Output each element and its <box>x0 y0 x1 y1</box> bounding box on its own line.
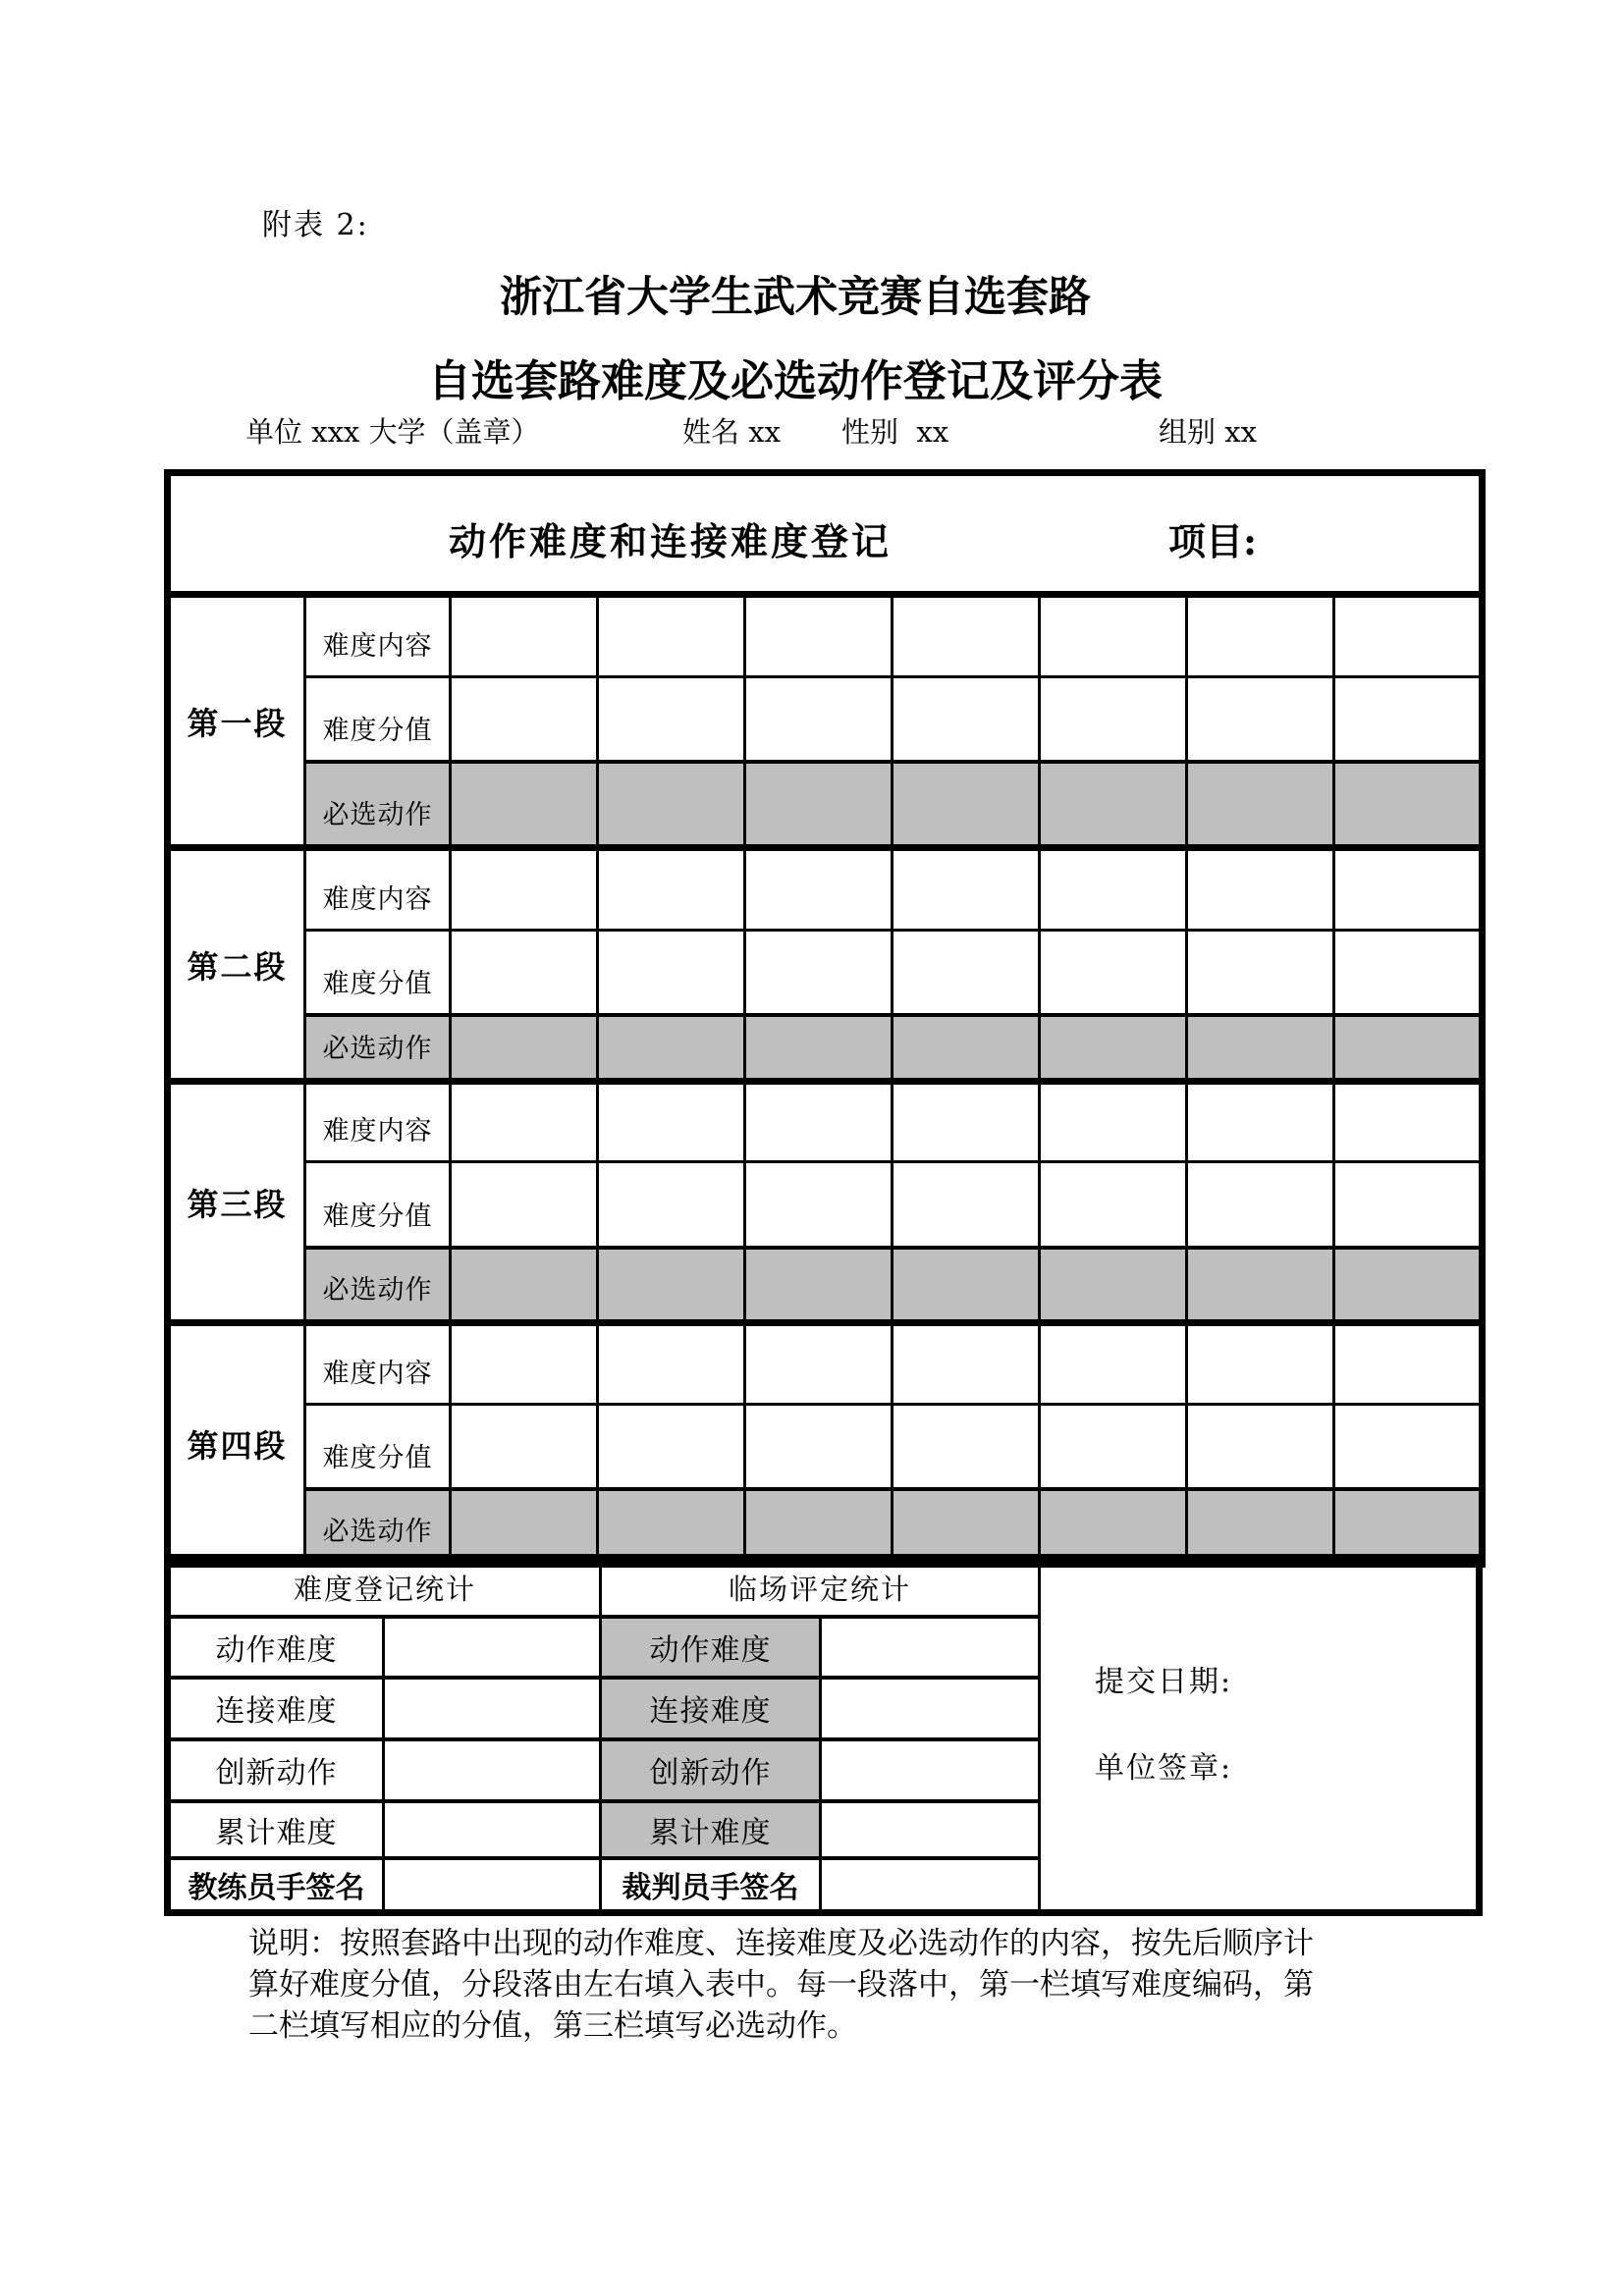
difficulty-cell[interactable] <box>745 1082 893 1162</box>
section-3-label: 第三段 <box>168 1082 305 1323</box>
required-move-cell[interactable] <box>1334 762 1483 848</box>
difficulty-cell[interactable] <box>1187 1082 1334 1162</box>
signoff-panel <box>1040 1558 1480 1913</box>
stat-value-cell[interactable] <box>384 1678 601 1739</box>
difficulty-cell[interactable] <box>745 848 893 931</box>
eval-label-innovative-move: 创新动作 <box>601 1739 821 1801</box>
unit-seal-label: 单位签章: <box>1095 1751 1233 1786</box>
difficulty-cell[interactable] <box>1040 1082 1187 1162</box>
required-move-cell[interactable] <box>1334 1015 1483 1082</box>
required-move-cell[interactable] <box>451 1015 598 1082</box>
required-move-cell[interactable] <box>451 762 598 848</box>
group-field: 组别 xx <box>1159 415 1257 449</box>
required-move-cell[interactable] <box>1187 1015 1334 1082</box>
sub-title: 自选套路难度及必选动作登记及评分表 <box>428 356 1163 406</box>
difficulty-cell[interactable] <box>893 1323 1040 1405</box>
difficulty-cell[interactable] <box>1334 848 1483 931</box>
stat-value-cell[interactable] <box>384 1617 601 1678</box>
stat-value-cell[interactable] <box>384 1739 601 1801</box>
required-move-cell[interactable] <box>451 1489 598 1565</box>
row-label-required-move: 必选动作 <box>305 1248 451 1323</box>
required-move-cell[interactable] <box>598 1015 745 1082</box>
row-label-difficulty-content: 难度内容 <box>305 595 451 677</box>
required-move-cell[interactable] <box>1187 762 1334 848</box>
difficulty-cell[interactable] <box>1334 1323 1483 1405</box>
stat-label-innovative-move: 创新动作 <box>168 1739 384 1801</box>
eval-value-cell[interactable] <box>821 1801 1040 1858</box>
difficulty-cell[interactable] <box>598 677 745 762</box>
unit-field: 单位 xxx 大学（盖章） <box>245 415 540 449</box>
required-move-cell[interactable] <box>745 1015 893 1082</box>
table-header-row <box>168 473 1483 595</box>
eval-value-cell[interactable] <box>821 1678 1040 1739</box>
required-move-cell[interactable] <box>1040 762 1187 848</box>
difficulty-cell[interactable] <box>893 595 1040 677</box>
difficulty-cell[interactable] <box>1187 595 1334 677</box>
stat-label-connection-difficulty: 连接难度 <box>168 1678 384 1739</box>
difficulty-cell[interactable] <box>745 1323 893 1405</box>
eval-value-cell[interactable] <box>821 1617 1040 1678</box>
required-move-cell[interactable] <box>1187 1248 1334 1323</box>
onsite-evaluation-header: 临场评定统计 <box>601 1558 1040 1617</box>
eval-label-connection-difficulty: 连接难度 <box>601 1678 821 1739</box>
difficulty-cell[interactable] <box>451 1323 598 1405</box>
registration-stats-header: 难度登记统计 <box>168 1558 601 1617</box>
required-move-cell[interactable] <box>598 1489 745 1565</box>
required-move-cell[interactable] <box>745 1489 893 1565</box>
coach-signature-label: 教练员手签名 <box>168 1858 384 1913</box>
required-move-cell[interactable] <box>598 762 745 848</box>
difficulty-cell[interactable] <box>598 931 745 1015</box>
difficulty-cell[interactable] <box>451 1082 598 1162</box>
difficulty-cell[interactable] <box>451 1162 598 1248</box>
row-label-difficulty-content: 难度内容 <box>305 848 451 931</box>
difficulty-cell[interactable] <box>893 1162 1040 1248</box>
judge-signature-cell[interactable] <box>821 1858 1040 1913</box>
row-label-difficulty-score: 难度分值 <box>305 931 451 1015</box>
submit-date-label: 提交日期: <box>1095 1665 1233 1699</box>
difficulty-cell[interactable] <box>893 677 1040 762</box>
difficulty-cell[interactable] <box>1334 1082 1483 1162</box>
difficulty-cell[interactable] <box>1187 931 1334 1015</box>
difficulty-cell[interactable] <box>1040 848 1187 931</box>
statistics-table <box>164 1554 1483 1916</box>
difficulty-cell[interactable] <box>1334 931 1483 1015</box>
gender-field: 性别 xx <box>841 415 949 449</box>
difficulty-cell[interactable] <box>1040 1323 1187 1405</box>
note-line: 二栏填写相应的分值，第三栏填写必选动作。 <box>248 2008 857 2044</box>
required-move-cell[interactable] <box>893 1248 1040 1323</box>
difficulty-cell[interactable] <box>1187 1162 1334 1248</box>
judge-signature-label: 裁判员手签名 <box>601 1858 821 1913</box>
difficulty-cell[interactable] <box>598 1082 745 1162</box>
difficulty-cell[interactable] <box>451 931 598 1015</box>
eval-label-action-difficulty: 动作难度 <box>601 1617 821 1678</box>
required-move-cell[interactable] <box>893 1015 1040 1082</box>
required-move-cell[interactable] <box>1040 1015 1187 1082</box>
difficulty-cell[interactable] <box>598 1323 745 1405</box>
required-move-cell[interactable] <box>893 1489 1040 1565</box>
required-move-cell[interactable] <box>893 762 1040 848</box>
required-move-cell[interactable] <box>1040 1248 1187 1323</box>
eval-value-cell[interactable] <box>821 1739 1040 1801</box>
required-move-cell[interactable] <box>598 1248 745 1323</box>
difficulty-cell[interactable] <box>1187 677 1334 762</box>
section-2-label: 第二段 <box>168 848 305 1082</box>
stat-value-cell[interactable] <box>384 1801 601 1858</box>
row-label-difficulty-content: 难度内容 <box>305 1082 451 1162</box>
project-label: 项目: <box>1168 519 1258 563</box>
required-move-cell[interactable] <box>451 1248 598 1323</box>
row-label-required-move: 必选动作 <box>305 1489 451 1565</box>
required-move-cell[interactable] <box>1040 1489 1187 1565</box>
difficulty-cell[interactable] <box>1040 1405 1187 1489</box>
main-title: 浙江省大学生武术竞赛自选套路 <box>500 273 1091 322</box>
row-label-required-move: 必选动作 <box>305 1015 451 1082</box>
stat-label-cumulative-difficulty: 累计难度 <box>168 1801 384 1858</box>
difficulty-cell[interactable] <box>1334 677 1483 762</box>
name-field: 姓名 xx <box>682 415 781 449</box>
section-4-label: 第四段 <box>168 1323 305 1565</box>
difficulty-cell[interactable] <box>451 848 598 931</box>
difficulty-cell[interactable] <box>598 595 745 677</box>
note-line: 算好难度分值，分段落由左右填入表中。每一段落中，第一栏填写难度编码，第 <box>248 1967 1314 2002</box>
difficulty-cell[interactable] <box>745 1162 893 1248</box>
row-label-difficulty-score: 难度分值 <box>305 677 451 762</box>
difficulty-cell[interactable] <box>745 677 893 762</box>
difficulty-cell[interactable] <box>1187 1323 1334 1405</box>
difficulty-registration-table <box>164 469 1486 1568</box>
difficulty-cell[interactable] <box>451 595 598 677</box>
instructions-note <box>248 1923 1427 2047</box>
row-label-difficulty-score: 难度分值 <box>305 1405 451 1489</box>
required-move-cell[interactable] <box>1334 1489 1483 1565</box>
difficulty-cell[interactable] <box>745 595 893 677</box>
difficulty-cell[interactable] <box>1334 1162 1483 1248</box>
required-move-cell[interactable] <box>745 1248 893 1323</box>
difficulty-cell[interactable] <box>745 1405 893 1489</box>
required-move-cell[interactable] <box>745 762 893 848</box>
section-1-label: 第一段 <box>168 595 305 848</box>
difficulty-cell[interactable] <box>1334 595 1483 677</box>
difficulty-cell[interactable] <box>893 1405 1040 1489</box>
difficulty-cell[interactable] <box>893 1082 1040 1162</box>
required-move-cell[interactable] <box>1187 1489 1334 1565</box>
difficulty-cell[interactable] <box>1040 595 1187 677</box>
difficulty-cell[interactable] <box>598 848 745 931</box>
row-label-difficulty-content: 难度内容 <box>305 1323 451 1405</box>
difficulty-cell[interactable] <box>1040 677 1187 762</box>
difficulty-cell[interactable] <box>1187 1405 1334 1489</box>
annex-label: 附表 2: <box>262 208 369 242</box>
difficulty-cell[interactable] <box>1040 931 1187 1015</box>
row-label-required-move: 必选动作 <box>305 762 451 848</box>
difficulty-cell[interactable] <box>451 677 598 762</box>
difficulty-cell[interactable] <box>745 931 893 1015</box>
note-line: 说明：按照套路中出现的动作难度、连接难度及必选动作的内容，按先后顺序计 <box>248 1926 1314 1961</box>
table-header-title: 动作难度和连接难度登记 <box>449 519 893 563</box>
difficulty-cell[interactable] <box>893 931 1040 1015</box>
difficulty-cell[interactable] <box>1334 1405 1483 1489</box>
coach-signature-cell[interactable] <box>384 1858 601 1913</box>
eval-label-cumulative-difficulty: 累计难度 <box>601 1801 821 1858</box>
difficulty-cell[interactable] <box>893 848 1040 931</box>
difficulty-cell[interactable] <box>1187 848 1334 931</box>
difficulty-cell[interactable] <box>451 1405 598 1489</box>
difficulty-cell[interactable] <box>1040 1162 1187 1248</box>
difficulty-cell[interactable] <box>598 1405 745 1489</box>
difficulty-cell[interactable] <box>598 1162 745 1248</box>
stat-label-action-difficulty: 动作难度 <box>168 1617 384 1678</box>
required-move-cell[interactable] <box>1334 1248 1483 1323</box>
row-label-difficulty-score: 难度分值 <box>305 1162 451 1248</box>
